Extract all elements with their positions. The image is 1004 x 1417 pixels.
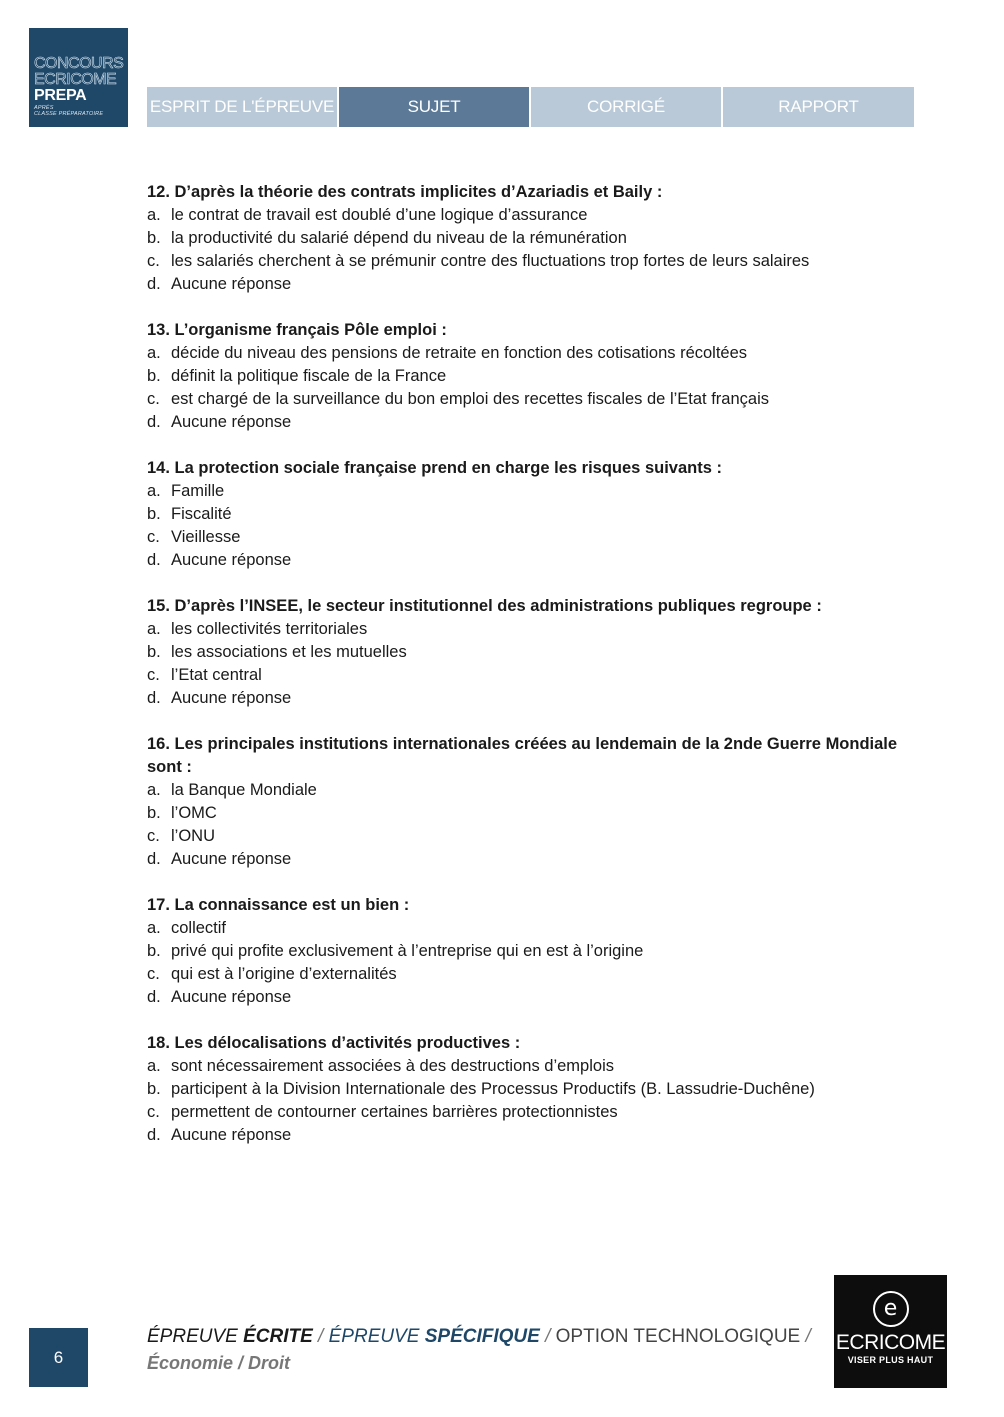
footer-option: OPTION TECHNOLOGIQUE (555, 1326, 801, 1347)
question-title: 13. L’organisme français Pôle emploi : (147, 321, 447, 339)
answer-option (147, 273, 927, 296)
answer-option (147, 986, 927, 1009)
option-text: participent à la Division Internationale des Processus Productifs (B. Lassudrie-Duchêne) (171, 1080, 815, 1098)
ecricome-e-icon: e (873, 1291, 909, 1327)
tab-esprit-epreuve[interactable]: ESPRIT DE L'ÉPREUVE (147, 87, 337, 127)
answer-option (147, 802, 927, 825)
option-letter: c. (147, 1103, 160, 1121)
option-text: Aucune réponse (171, 275, 292, 293)
logo-line-classe: CLASSE PRÉPARATOIRE (34, 110, 104, 117)
option-text: l’ONU (171, 827, 215, 845)
question-title: 18. Les délocalisations d’activités productives : (147, 1034, 521, 1052)
answer-option (147, 250, 927, 273)
option-text: les salariés cherchent à se prémunir contre des fluctuations trop fortes de leurs salaires (171, 252, 810, 270)
option-letter: c. (147, 666, 160, 684)
answer-option (147, 342, 927, 365)
footer-separator: / (800, 1326, 811, 1347)
question-18 (147, 1032, 927, 1147)
option-text: Aucune réponse (171, 850, 292, 868)
logo-line-concours: CONCOURS (34, 55, 124, 72)
option-text: qui est à l’origine d’externalités (171, 965, 397, 983)
option-letter: d. (147, 413, 161, 431)
option-letter: a. (147, 344, 161, 362)
option-text: Famille (171, 482, 225, 500)
option-letter: b. (147, 804, 161, 822)
answer-option (147, 503, 927, 526)
option-text: l’Etat central (171, 666, 262, 684)
answer-option (147, 1078, 927, 1101)
option-text: est chargé de la surveillance du bon emploi des recettes fiscales de l’Etat français (171, 390, 769, 408)
page-number: 6 (29, 1328, 88, 1387)
option-letter: c. (147, 528, 160, 546)
option-text: Aucune réponse (171, 1126, 292, 1144)
brand-name: ECRICOME (835, 1331, 946, 1354)
option-letter: d. (147, 689, 161, 707)
footer-exam-info (147, 1326, 811, 1348)
option-letter: d. (147, 988, 161, 1006)
logo-line-prepa: PREPA (34, 87, 87, 104)
answer-option (147, 940, 927, 963)
answer-option (147, 1055, 927, 1078)
logo-line-apres: APRÈS (34, 105, 54, 111)
option-text: Fiscalité (171, 505, 232, 523)
option-letter: b. (147, 367, 161, 385)
option-text: Aucune réponse (171, 689, 292, 707)
option-letter: d. (147, 850, 161, 868)
answer-option (147, 664, 927, 687)
option-letter: d. (147, 275, 161, 293)
option-text: Vieillesse (171, 528, 241, 546)
answer-option (147, 963, 927, 986)
option-text: l’OMC (171, 804, 217, 822)
logo-line-ecricome: ECRICOME (34, 71, 117, 88)
option-text: collectif (171, 919, 227, 937)
answer-option (147, 365, 927, 388)
question-16 (147, 733, 927, 871)
answer-option (147, 779, 927, 802)
footer-ecrite: ÉCRITE (243, 1326, 313, 1347)
option-letter: b. (147, 505, 161, 523)
question-list (147, 181, 927, 1170)
question-title: 16. Les principales institutions internationales créées au lendemain de la 2nde Guerre Mondiale sont : (147, 735, 898, 776)
question-17 (147, 894, 927, 1009)
option-letter: c. (147, 827, 160, 845)
option-text: les collectivités territoriales (171, 620, 368, 638)
option-letter: a. (147, 1057, 161, 1075)
answer-option (147, 1101, 927, 1124)
brand-tagline: VISER PLUS HAUT (847, 1355, 934, 1365)
option-text: sont nécessairement associées à des destructions d’emplois (171, 1057, 614, 1075)
answer-option (147, 549, 927, 572)
answer-option (147, 227, 927, 250)
answer-option (147, 411, 927, 434)
option-letter: b. (147, 643, 161, 661)
footer-subject: Économie / Droit (147, 1353, 291, 1373)
footer-epreuve-2: ÉPREUVE (328, 1326, 420, 1347)
option-text: décide du niveau des pensions de retraite en fonction des cotisations récoltées (171, 344, 748, 362)
footer-separator: / (312, 1326, 329, 1347)
tab-rapport[interactable]: RAPPORT (723, 87, 914, 127)
option-letter: b. (147, 229, 161, 247)
option-text: Aucune réponse (171, 551, 292, 569)
option-letter: a. (147, 206, 161, 224)
answer-option (147, 687, 927, 710)
question-title: 12. D’après la théorie des contrats implicites d’Azariadis et Baily : (147, 183, 663, 201)
question-14 (147, 457, 927, 572)
answer-option (147, 480, 927, 503)
option-letter: d. (147, 551, 161, 569)
question-12 (147, 181, 927, 296)
option-text: le contrat de travail est doublé d’une logique d’assurance (171, 206, 588, 224)
answer-option (147, 825, 927, 848)
answer-option (147, 526, 927, 549)
option-text: privé qui profite exclusivement à l’entreprise qui en est à l’origine (171, 942, 644, 960)
footer-specifique: SPÉCIFIQUE (424, 1326, 540, 1347)
option-letter: b. (147, 942, 161, 960)
option-letter: a. (147, 620, 161, 638)
tab-sujet[interactable]: SUJET (339, 87, 529, 127)
question-title: 17. La connaissance est un bien : (147, 896, 410, 914)
option-text: permettent de contourner certaines barrières protectionnistes (171, 1103, 618, 1121)
option-text: Aucune réponse (171, 413, 292, 431)
answer-option (147, 388, 927, 411)
ecricome-brand-logo (834, 1275, 947, 1388)
option-letter: c. (147, 252, 160, 270)
answer-option (147, 917, 927, 940)
option-letter: c. (147, 965, 160, 983)
option-text: Aucune réponse (171, 988, 292, 1006)
answer-option (147, 641, 927, 664)
document-tabs (147, 87, 914, 127)
footer-separator: / (539, 1326, 556, 1347)
option-letter: a. (147, 919, 161, 937)
answer-option (147, 1124, 927, 1147)
option-letter: b. (147, 1080, 161, 1098)
option-text: définit la politique fiscale de la France (171, 367, 447, 385)
question-title: 14. La protection sociale française prend en charge les risques suivants : (147, 459, 722, 477)
option-text: la productivité du salarié dépend du niveau de la rémunération (171, 229, 627, 247)
question-title: 15. D’après l’INSEE, le secteur institutionnel des administrations publiques regroupe : (147, 597, 822, 615)
option-text: la Banque Mondiale (171, 781, 317, 799)
option-text: les associations et les mutuelles (171, 643, 407, 661)
option-letter: a. (147, 482, 161, 500)
option-letter: d. (147, 1126, 161, 1144)
concours-ecricome-logo (29, 28, 128, 127)
question-15 (147, 595, 927, 710)
answer-option (147, 848, 927, 871)
tab-corrige[interactable]: CORRIGÉ (531, 87, 721, 127)
question-13 (147, 319, 927, 434)
option-letter: a. (147, 781, 161, 799)
footer-epreuve: ÉPREUVE (147, 1326, 238, 1347)
answer-option (147, 204, 927, 227)
answer-option (147, 618, 927, 641)
option-letter: c. (147, 390, 160, 408)
